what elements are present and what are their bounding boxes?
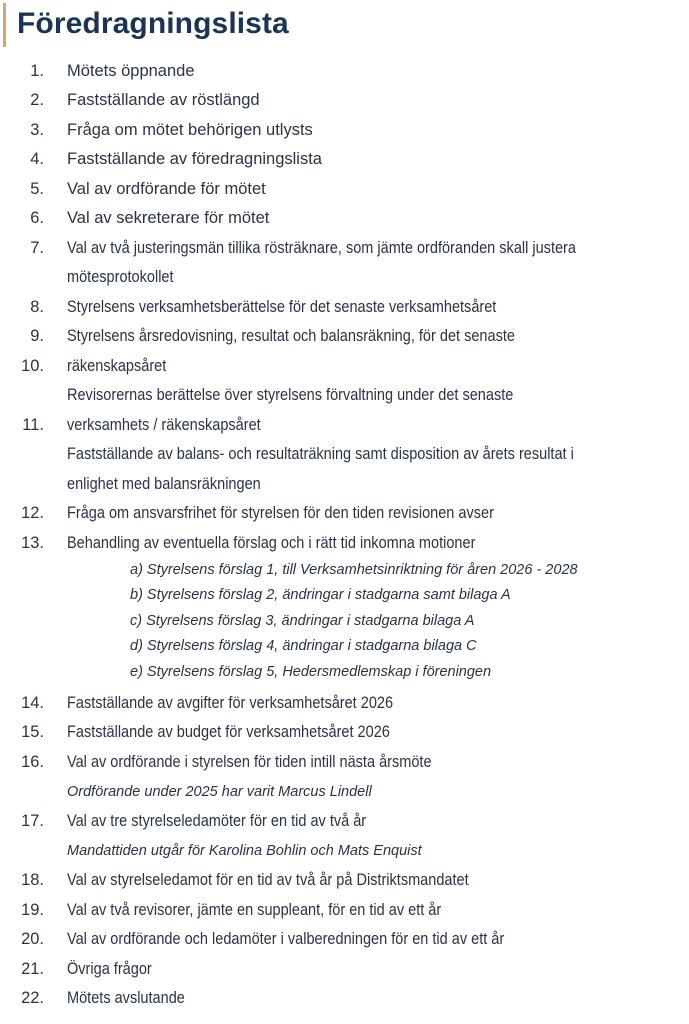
item-text: Fastställande av balans- och resultaträkning samt disposition av årets resultat i [67,445,574,463]
item-text: Fastställande av röstlängd [67,91,260,109]
item-number: 7. [30,239,44,257]
item-number: 22. [21,989,44,1007]
item-number: 19. [21,901,44,919]
item-number: 17. [21,812,44,830]
item-number: 6. [30,209,44,227]
item-text: Val av tre styrelseledamöter för en tid av två år [67,812,367,830]
item-text: Fastställande av avgifter för verksamhetsåret 2026 [67,694,394,712]
page-title: Föredragningslista [17,7,289,40]
item-text: Fastställande av budget för verksamhetsåret 2026 [67,723,390,741]
item-text: Revisorernas berättelse över styrelsens förvaltning under det senaste [67,386,514,404]
item-text: Fråga om mötet behörigen utlysts [67,121,313,139]
item-text: Val av ordförande i styrelsen för tiden intill nästa årsmöte [67,753,432,771]
item-text: verksamhets / räkenskapsåret [67,416,261,434]
item-text: Styrelsens årsredovisning, resultat och balansräkning, för det senaste [67,327,515,345]
item-number: 16. [21,753,44,771]
item-number: 18. [21,871,44,889]
item-number: 5. [30,180,44,198]
item-text: Mötets öppnande [67,62,195,80]
item-text: Styrelsens verksamhetsberättelse för det senaste verksamhetsåret [67,298,497,316]
item-text: Mötets avslutande [67,989,185,1007]
item-text: a) Styrelsens förslag 1, till Verksamhetsinriktning för åren 2026 - 2028 [130,562,578,578]
item-text: Fråga om ansvarsfrihet för styrelsen för den tiden revisionen avser [67,504,494,522]
item-text: Ordförande under 2025 har varit Marcus Lindell [67,784,372,800]
item-number: 4. [30,150,44,168]
item-text: Val av ordförande för mötet [67,180,266,198]
item-text: mötesprotokollet [67,268,174,286]
item-text: enlighet med balansräkningen [67,475,261,493]
item-number: 21. [21,960,44,978]
item-text: räkenskapsåret [67,357,167,375]
item-text: Mandattiden utgår för Karolina Bohlin och Mats Enquist [67,843,422,859]
item-number: 8. [30,298,44,316]
item-number: 13. [21,534,44,552]
item-text: b) Styrelsens förslag 2, ändringar i stadgarna samt bilaga A [130,587,511,603]
item-text: Övriga frågor [67,960,152,978]
item-text: Val av sekreterare för mötet [67,209,270,227]
item-text: Val av två revisorer, jämte en suppleant, för en tid av ett år [67,901,442,919]
item-text: d) Styrelsens förslag 4, ändringar i stadgarna bilaga C [130,638,477,654]
item-number: 10. [21,357,44,375]
item-text: Val av ordförande och ledamöter i valberedningen för en tid av ett år [67,930,505,948]
item-text: e) Styrelsens förslag 5, Hedersmedlemskap i föreningen [130,664,492,680]
item-number: 2. [30,91,44,109]
item-number: 1. [30,62,44,80]
item-number: 9. [30,327,44,345]
item-number: 20. [21,930,44,948]
item-text: Behandling av eventuella förslag och i rätt tid inkomna motioner [67,534,476,552]
item-text: Val av två justeringsmän tillika rösträknare, som jämte ordföranden skall justera [67,239,576,257]
item-number: 15. [21,723,44,741]
item-number: 14. [21,694,44,712]
item-number: 12. [21,504,44,522]
item-text: c) Styrelsens förslag 3, ändringar i stadgarna bilaga A [130,613,475,629]
title-accent-bar [3,3,6,47]
item-number: 11. [22,416,44,434]
item-number: 3. [30,121,44,139]
item-text: Fastställande av föredragningslista [67,150,322,168]
item-text: Val av styrelseledamot för en tid av två år på Distriktsmandatet [67,871,469,889]
